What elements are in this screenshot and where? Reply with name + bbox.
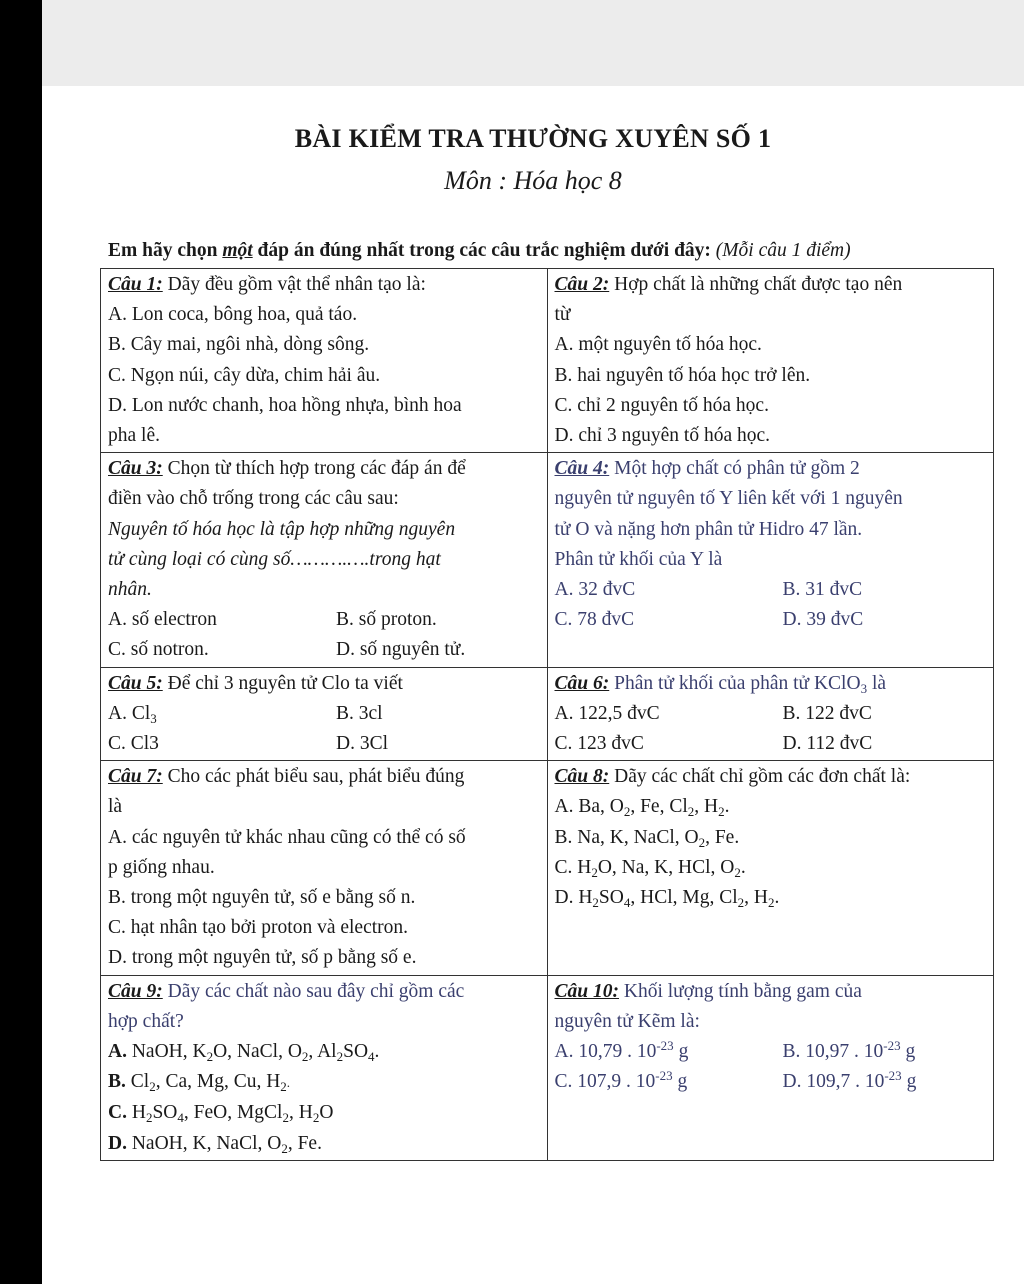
quiz-row <box>101 761 994 975</box>
option-c <box>555 853 988 883</box>
option-a-cont: p giống nhau. <box>108 856 215 878</box>
question-text-end: là <box>867 672 887 694</box>
option-d: D. chỉ 3 nguyên tố hóa học. <box>554 425 771 447</box>
option-b <box>555 823 988 853</box>
quiz-row <box>101 667 994 761</box>
option-b: B. trong một nguyên tử, số e bằng số n. <box>108 887 416 909</box>
subscript: 4 <box>368 1049 375 1065</box>
option-b: B. Cây mai, ngôi nhà, dòng sông. <box>108 334 370 356</box>
superscript: -23 <box>883 1038 901 1054</box>
formula-part: D. H <box>554 887 593 909</box>
formula-part: , Fe, Cl <box>630 796 688 818</box>
option-b: B. số proton. <box>336 609 437 631</box>
formula-part: NaOH, K <box>126 1041 207 1063</box>
subscript: 2 <box>591 864 598 880</box>
question-label: Câu 7: <box>108 766 163 788</box>
statement-line: tử cùng loại có cùng số……….….trong hạt <box>108 548 441 570</box>
subscript: 2 <box>737 895 745 911</box>
option-b: B. hai nguyên tố hóa học trở lên. <box>554 364 811 386</box>
question-text: Phân tử khối của phân tử KClO <box>609 672 861 694</box>
subscript: 2 <box>718 804 725 820</box>
option-d: D. 112 đvC <box>782 733 873 755</box>
option-d: D. trong một nguyên tử, số p bằng số e. <box>108 947 417 969</box>
question-label: Câu 8: <box>554 766 610 788</box>
value-part: B. 10,97 . 10 <box>782 1041 884 1063</box>
formula-part: SO <box>152 1102 178 1124</box>
formula-part: . <box>374 1041 380 1063</box>
value-part: A. 10,79 . 10 <box>554 1041 657 1063</box>
quiz-row <box>101 453 994 667</box>
question-text: Chọn từ thích hợp trong các đáp án để <box>162 458 466 480</box>
superscript: -23 <box>884 1068 902 1084</box>
option-d: D. 3Cl <box>336 733 389 755</box>
option-c: C. Ngọn núi, cây dừa, chim hải âu. <box>108 364 381 386</box>
instruction-note: (Mỗi câu 1 điểm) <box>715 240 851 261</box>
subscript: 2 <box>280 1079 287 1095</box>
formula-part: O <box>319 1102 334 1124</box>
superscript: -23 <box>656 1038 674 1054</box>
question-1 <box>101 269 548 453</box>
question-text: Dãy đều gồm vật thể nhân tạo là: <box>162 274 426 295</box>
option-d: D. 39 đvC <box>782 609 864 631</box>
question-text: Một hợp chất có phân tử gồm 2 <box>609 458 860 480</box>
left-dark-border <box>0 0 42 1284</box>
option-a <box>555 792 988 822</box>
subscript: 2 <box>592 895 599 911</box>
statement-line: nhân. <box>108 579 152 601</box>
question-text: Hợp chất là những chất được tạo nên <box>609 274 903 295</box>
formula-part: , Ca, Mg, Cu, H <box>155 1071 281 1093</box>
question-10 <box>547 975 994 1160</box>
unit: g <box>901 1071 917 1093</box>
document-title: BÀI KIỂM TRA THƯỜNG XUYÊN SỐ 1 <box>294 124 772 153</box>
subscript: 4 <box>177 1110 184 1126</box>
formula-part: C. H <box>554 856 592 878</box>
option-d: D. số nguyên tử. <box>336 639 466 661</box>
question-text: Để chỉ 3 nguyên tử Clo ta viết <box>162 672 403 694</box>
formula-part: , H <box>694 796 719 818</box>
formula-part: Cl <box>125 1071 150 1093</box>
option-b: B. 31 đvC <box>782 579 863 601</box>
option-a <box>555 1037 783 1067</box>
option-c: C. 123 đvC <box>554 733 644 755</box>
question-label: Câu 3: <box>108 458 163 480</box>
subscript: 2 <box>734 864 741 880</box>
subscript: 2 <box>206 1049 214 1065</box>
formula-part: NaOH, K, NaCl, O <box>126 1132 282 1154</box>
formula-part: , Fe. <box>705 826 740 848</box>
subscript: 2 <box>282 1110 289 1126</box>
formula-part: . <box>740 856 746 878</box>
question-text: Khối lượng tính bằng gam của <box>618 980 862 1002</box>
subscript: 2 <box>336 1049 344 1065</box>
formula-part: . <box>724 796 730 818</box>
question-text-cont: từ <box>554 304 571 326</box>
subscript: 3 <box>150 710 157 726</box>
quiz-row <box>101 975 994 1160</box>
option-b: B. 3cl <box>336 702 383 724</box>
subscript: 4 <box>623 895 631 911</box>
unit: g <box>900 1041 916 1063</box>
question-label: Câu 1: <box>108 274 163 295</box>
formula-part: , H <box>744 887 768 909</box>
subscript: 3 <box>860 680 868 696</box>
option-a: A. các nguyên tử khác nhau cũng có thể có số <box>108 826 466 848</box>
option-key: D. <box>108 1132 127 1154</box>
question-label: Câu 6: <box>554 672 610 694</box>
formula-part: , HCl, Mg, Cl <box>630 887 738 909</box>
instruction-line <box>108 240 1008 262</box>
subscript: 2 <box>698 834 706 850</box>
superscript: -23 <box>655 1068 673 1084</box>
question-3 <box>101 453 548 667</box>
option-d <box>108 1129 541 1159</box>
option-a-text: A. Cl <box>108 702 151 724</box>
formula-part: , H <box>288 1102 313 1124</box>
option-a <box>108 1037 541 1067</box>
question-8 <box>547 761 994 975</box>
option-a: A. số electron <box>108 609 217 631</box>
quiz-row <box>101 269 994 453</box>
option-key: B. <box>108 1071 126 1093</box>
formula-part: B. Na, K, NaCl, O <box>554 826 699 848</box>
subscript: 2 <box>149 1079 156 1095</box>
formula-part: , FeO, MgCl <box>183 1102 283 1124</box>
value-part: D. 109,7 . 10 <box>782 1071 885 1093</box>
option-key: A. <box>108 1041 127 1063</box>
question-label: Câu 10: <box>554 980 619 1002</box>
formula-part: SO <box>343 1041 369 1063</box>
question-text-cont: Phân tử khối của Y là <box>554 548 723 570</box>
formula-part: SO <box>598 887 624 909</box>
subscript: 2 <box>767 895 775 911</box>
option-d: D. Lon nước chanh, hoa hồng nhựa, bình hoa <box>108 394 462 416</box>
option-a: A. 122,5 đvC <box>554 702 660 724</box>
subscript: 2 <box>301 1049 309 1065</box>
option-d <box>783 1067 988 1097</box>
instruction-suffix: đáp án đúng nhất trong các câu trắc nghiệm dưới đây: <box>252 240 716 261</box>
question-text: Dãy các chất chỉ gồm các đơn chất là: <box>609 766 911 788</box>
option-a: A. Lon coca, bông hoa, quả táo. <box>108 304 358 326</box>
formula-part: . <box>286 1075 291 1091</box>
instruction-prefix: Em hãy chọn <box>108 240 223 261</box>
subscript: 2 <box>687 804 695 820</box>
question-text-cont: là <box>108 796 123 818</box>
question-text: Dãy các chất nào sau đây chỉ gồm các <box>162 980 465 1002</box>
option-c: C. Cl3 <box>108 733 159 755</box>
option-d <box>555 883 988 913</box>
question-text-cont: hợp chất? <box>108 1010 184 1032</box>
question-label: Câu 4: <box>554 458 610 480</box>
question-text-cont: tử O và nặng hơn phân tử Hidro 47 lần. <box>554 518 863 540</box>
option-c <box>555 1067 783 1097</box>
question-text: Cho các phát biểu sau, phát biểu đúng <box>162 766 465 788</box>
question-text-cont: nguyên tử nguyên tố Y liên kết với 1 nguyên <box>554 488 903 510</box>
option-b: B. 122 đvC <box>782 702 872 724</box>
option-a: A. một nguyên tố hóa học. <box>554 334 762 356</box>
option-d-cont: pha lê. <box>108 425 160 447</box>
formula-part: . <box>774 887 780 909</box>
question-5 <box>101 667 548 761</box>
question-label: Câu 9: <box>108 980 163 1002</box>
formula-part: A. Ba, O <box>554 796 624 818</box>
quiz-table <box>100 268 994 1161</box>
option-c: C. số notron. <box>108 639 209 661</box>
question-7 <box>101 761 548 975</box>
option-c <box>108 1098 541 1128</box>
top-gray-margin <box>42 0 1024 86</box>
formula-part: , Fe. <box>287 1132 322 1154</box>
unit: g <box>672 1071 688 1093</box>
question-text-cont: nguyên tử Kẽm là: <box>554 1010 700 1032</box>
formula-part: O, NaCl, O <box>213 1041 302 1063</box>
question-9 <box>101 975 548 1160</box>
question-label: Câu 2: <box>554 274 610 295</box>
question-text-cont: điền vào chỗ trống trong các câu sau: <box>108 488 399 510</box>
instruction-emphasis: một <box>222 240 253 261</box>
value-part: C. 107,9 . 10 <box>554 1071 656 1093</box>
option-a <box>108 699 336 729</box>
subscript: 2 <box>312 1110 320 1126</box>
subscript: 2 <box>281 1140 288 1156</box>
question-4 <box>547 453 994 667</box>
option-c: C. chỉ 2 nguyên tố hóa học. <box>554 394 769 416</box>
question-6 <box>547 667 994 761</box>
formula-part: O, Na, K, HCl, O <box>597 856 735 878</box>
question-label: Câu 5: <box>108 672 163 694</box>
option-c: C. hạt nhân tạo bởi proton và electron. <box>108 917 409 939</box>
formula-part: , Al <box>308 1041 337 1063</box>
subscript: 2 <box>145 1110 153 1126</box>
question-2 <box>547 269 994 453</box>
option-a: A. 32 đvC <box>554 579 636 601</box>
document-subtitle: Môn : Hóa học 8 <box>444 166 622 195</box>
subscript: 2 <box>623 804 631 820</box>
option-c: C. 78 đvC <box>554 609 635 631</box>
formula-part: H <box>126 1102 146 1124</box>
option-key: C. <box>108 1102 127 1124</box>
option-b <box>783 1037 988 1067</box>
unit: g <box>673 1041 689 1063</box>
option-b <box>108 1067 541 1098</box>
statement-line: Nguyên tố hóa học là tập hợp những nguyên <box>108 518 456 540</box>
